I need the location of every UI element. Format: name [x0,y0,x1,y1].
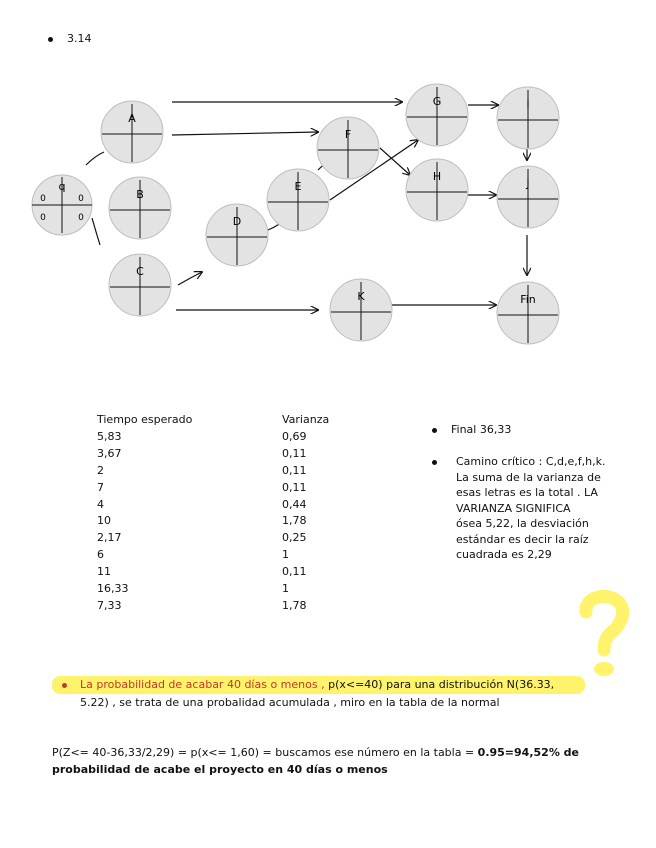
expected-time-cell: 10 [97,514,111,528]
node-label: Fin [520,293,536,306]
variance-cell: 0,11 [282,446,307,460]
expected-time-cell: 5,83 [97,429,122,443]
variance-cell: 1 [282,582,289,596]
expected-time-cell: 11 [97,565,111,579]
node-j [497,166,559,228]
critical-path-line: estándar es decir la raíz [456,532,589,546]
node-d [206,204,268,266]
final-bullet [432,428,437,433]
node-label: J [526,177,530,190]
variance-cell: 1,78 [282,514,307,528]
calc-line-1 [52,746,579,759]
node-label: E [294,180,302,193]
start-node-value: 0 [78,194,84,204]
calc-line-2: probabilidad de acabe el proyecto en 40 días o menos [52,763,388,776]
critical-path-line: Camino crítico : C,d,e,f,h,k. [456,455,606,468]
node-g [406,84,468,146]
expected-time-cell: 7,33 [97,598,122,612]
node-c [109,254,171,316]
header-bullet [48,37,53,42]
critical-path-line: ósea 5,22, la desviación [456,517,589,530]
variance-cell: 0,44 [282,497,307,511]
node-label: H [432,170,442,183]
node-label: A [128,112,136,125]
start-node-value: 0 [78,213,84,223]
node-start [32,175,92,235]
pert-network-diagram [0,60,656,360]
critical-path-line: esas letras es la total . LA [456,486,598,499]
calc-expression: P(Z<= 40-36,33/2,29) = p(x<= 1,60) = buscamos ese número en la tabla = [52,746,478,759]
probability-rest-text: p(x<=40) para una distribución N(36.33, [324,678,555,691]
start-node-value: 0 [40,194,46,204]
start-node-value: 0 [40,213,46,223]
node-label: B [136,188,144,201]
calc-result: 0.95=94,52% de [477,746,580,759]
start-node-label: q [58,180,66,193]
node-a [101,101,163,163]
variance-cell: 0,11 [282,463,307,477]
node-label: C [136,265,144,278]
expected-time-cell: 16,33 [97,582,129,596]
node-label: K [357,290,365,303]
node-label: G [432,95,442,108]
expected-time-column [97,412,192,615]
variance-header: Varianza [282,413,330,426]
probability-line-1 [80,678,554,691]
node-label: F [344,128,352,141]
node-k [330,279,392,341]
node-label: D [232,215,242,228]
critical-path-line: cuadrada es 2,29 [456,548,552,561]
node-e [267,169,329,231]
variance-column [282,412,329,615]
probability-bullet [62,683,67,688]
expected-time-cell: 2 [97,463,104,477]
node-fin [497,282,559,344]
node-label: I [526,98,530,111]
node-b [109,177,171,239]
node-f [317,117,379,179]
variance-cell: 0,69 [282,429,307,443]
final-duration: Final 36,33 [451,423,512,436]
node-h [406,159,468,221]
variance-cell: 1 [282,548,289,562]
variance-cell: 0,11 [282,480,307,494]
expected-time-header: Tiempo esperado [97,413,193,426]
critical-path-notes [456,454,606,563]
critical-path-line: La suma de la varianza de [456,470,601,484]
expected-time-cell: 3,67 [97,446,122,460]
variance-cell: 1,78 [282,598,307,612]
probability-line-2: 5.22) , se trata de una probalidad acumulada , miro en la tabla de la normal [80,696,500,709]
section-number: 3.14 [67,32,92,45]
critical-path-bullet [432,460,437,465]
expected-time-cell: 7 [97,480,104,494]
expected-time-cell: 6 [97,548,104,562]
node-i [497,87,559,149]
question-mark-drawing [574,590,634,680]
variance-cell: 0,11 [282,565,307,579]
variance-cell: 0,25 [282,531,307,545]
expected-time-cell: 2,17 [97,531,122,545]
critical-path-line: VARIANZA SIGNIFICA [456,501,571,515]
expected-time-cell: 4 [97,497,104,511]
probability-highlighted-text: La probabilidad de acabar 40 días o menos , [80,678,325,691]
